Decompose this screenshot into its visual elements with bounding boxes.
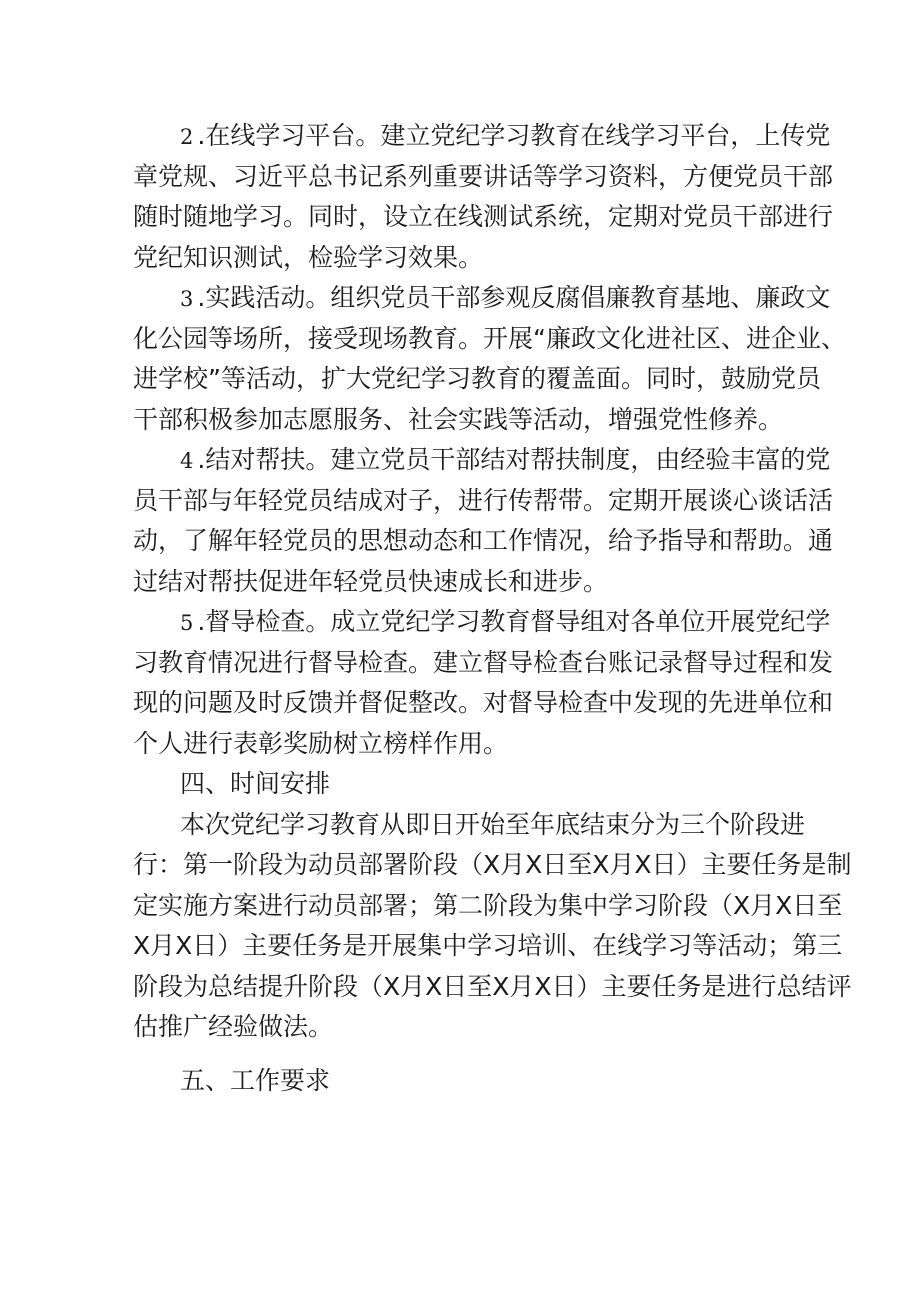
paragraph-text: .实践活动。组织党员干部参观反腐倡廉教育基地、廉政文 xyxy=(197,283,831,312)
paragraph-line: 党纪知识测试，检验学习效果。 xyxy=(133,242,484,272)
section-heading: 五、工作要求 xyxy=(180,1065,331,1095)
paragraph-line: 动，了解年轻党员的思想动态和工作情况，给予指导和帮助。通 xyxy=(133,526,834,555)
paragraph-line: 定实施方案进行动员部署；第二阶段为集中学习阶段（X月X日至 xyxy=(133,890,843,920)
paragraph-line xyxy=(133,440,831,481)
paragraph-line: 员干部与年轻党员结成对子，进行传帮带。定期开展谈心谈话活 xyxy=(133,485,834,515)
paragraph-line: 个人进行表彰奖励树立榜样作用。 xyxy=(133,728,509,758)
paragraph-line: 进学校”等活动，扩大党纪学习教育的覆盖面。同时，鼓励党员 xyxy=(133,364,821,393)
paragraph-line: 现的问题及时反馈并督促整改。对督导检查中发现的先进单位和 xyxy=(133,688,834,717)
section-heading: 四、时间安排 xyxy=(180,769,331,798)
paragraph-text: .督导检查。成立党纪学习教育督导组对各单位开展党纪学 xyxy=(197,607,831,636)
paragraph-line: 章党规、习近平总书记系列重要讲话等学习资料，方便党员干部 xyxy=(133,161,834,191)
paragraph-line: 行：第一阶段为动员部署阶段（X月X日至X月X日）主要任务是制 xyxy=(133,850,852,879)
item-number: 2 xyxy=(180,125,194,149)
item-number: 5 xyxy=(180,611,194,635)
item-number: 3 xyxy=(180,287,194,311)
paragraph-line xyxy=(133,602,831,643)
paragraph-line: X月X日）主要任务是开展集中学习培训、在线学习等活动；第三 xyxy=(133,931,843,960)
paragraph-text: .结对帮扶。建立党员干部结对帮扶制度，由经验丰富的党 xyxy=(197,445,831,474)
paragraph-line xyxy=(133,278,831,319)
paragraph-line: 习教育情况进行督导检查。建立督导检查台账记录督导过程和发 xyxy=(133,647,834,677)
paragraph-line: 估推广经验做法。 xyxy=(133,1012,334,1041)
paragraph-line: 随时随地学习。同时，设立在线测试系统，定期对党员干部进行 xyxy=(133,202,834,231)
document-body xyxy=(133,116,852,1101)
paragraph-text: .在线学习平台。建立党纪学习教育在线学习平台，上传党 xyxy=(197,121,831,150)
paragraph-line xyxy=(133,116,831,157)
spacer xyxy=(133,1048,793,1061)
paragraph-line: 干部积极参加志愿服务、社会实践等活动，增强党性修养。 xyxy=(133,404,784,434)
item-number: 4 xyxy=(180,449,194,473)
paragraph-line: 本次党纪学习教育从即日开始至年底结束分为三个阶段进 xyxy=(180,809,806,839)
paragraph-line: 化公园等场所，接受现场教育。开展“廉政文化进社区、进企业、 xyxy=(133,323,846,353)
paragraph-line: 阶段为总结提升阶段（X月X日至X月X日）主要任务是进行总结评 xyxy=(133,971,852,1001)
paragraph-line: 过结对帮扶促进年轻党员快速成长和进步。 xyxy=(133,566,609,596)
